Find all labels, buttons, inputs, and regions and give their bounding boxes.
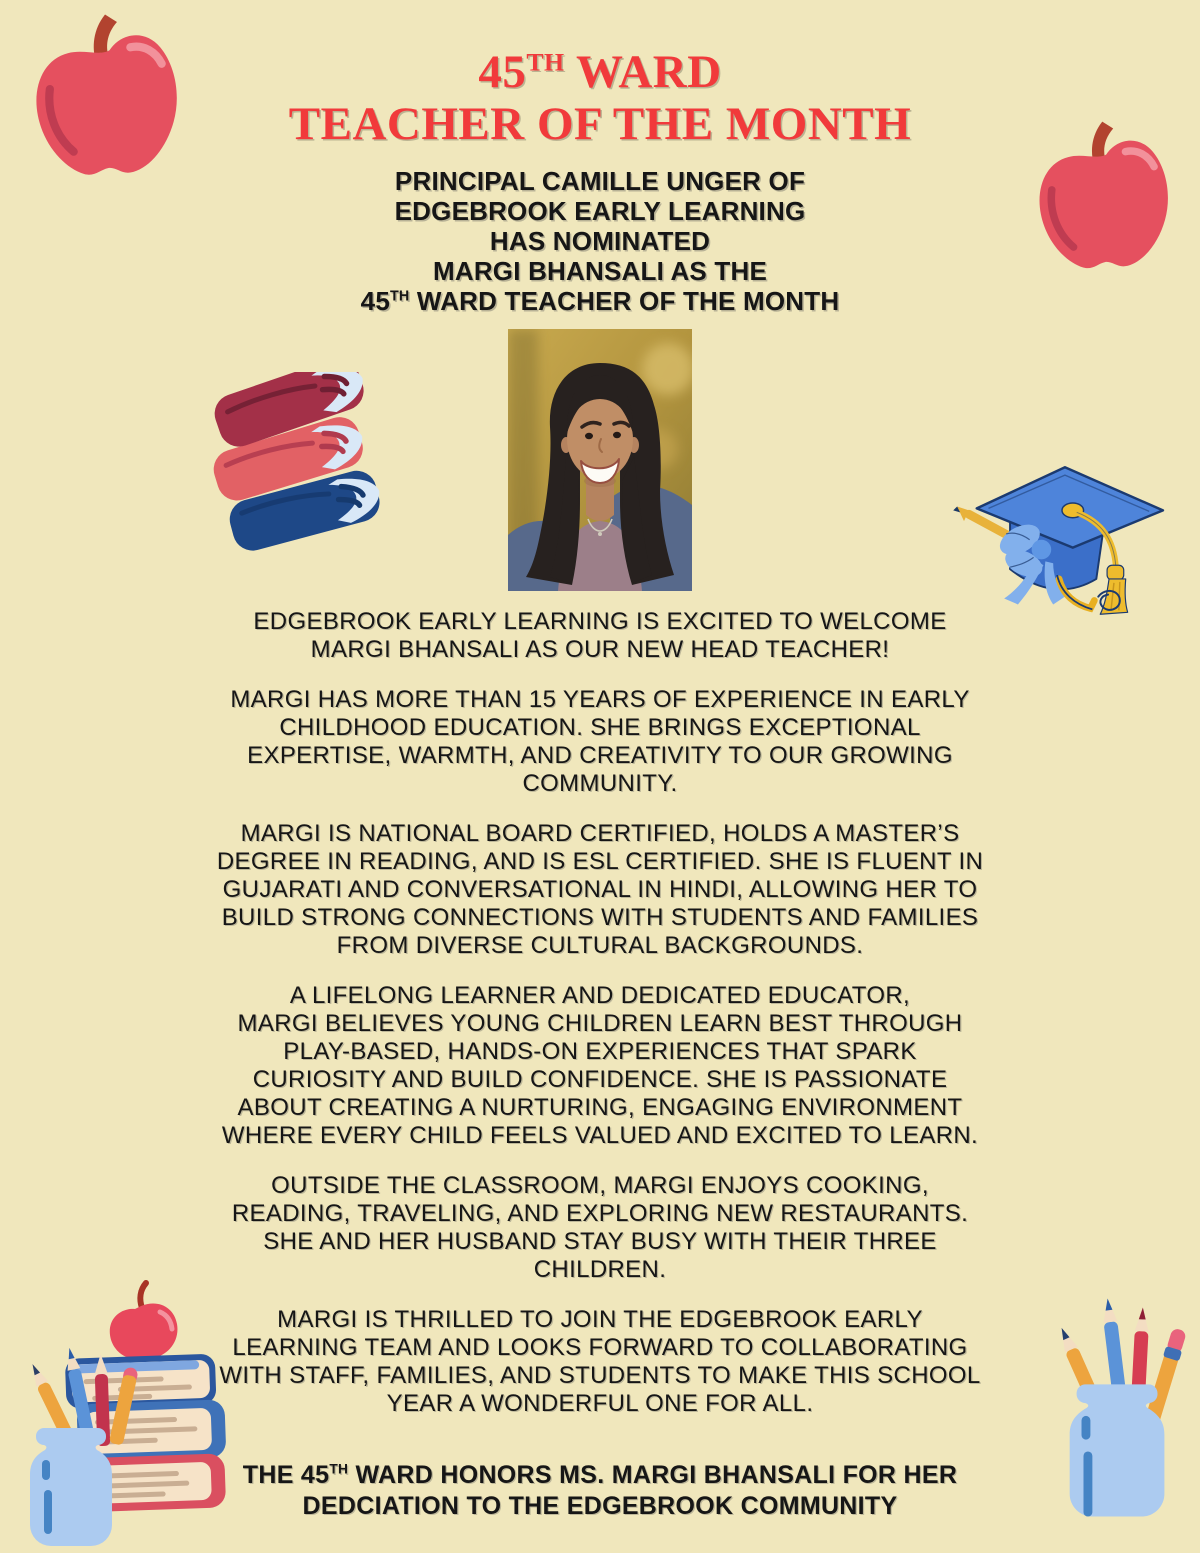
text-line: CHILDREN. [533,1256,667,1283]
text-line: EDGEBROOK EARLY LEARNING [394,196,806,226]
text-line: SHE AND HER HUSBAND STAY BUSY WITH THEIR THREE [263,1228,937,1255]
page-title [0,0,1200,150]
paragraph [0,820,1200,960]
text-line: HAS NOMINATED [489,226,711,256]
text-line: THE 45TH WARD HONORS MS. MARGI BHANSALI FOR HER [242,1461,958,1489]
text-line: COMMUNITY. [522,770,678,797]
text-line: MARGI IS THRILLED TO JOIN THE EDGEBROOK EARLY [277,1306,923,1333]
text-line: OUTSIDE THE CLASSROOM, MARGI ENJOYS COOKING, [271,1172,929,1199]
text-line: YEAR A WONDERFUL ONE FOR ALL. [386,1390,814,1417]
text-line: MARGI IS NATIONAL BOARD CERTIFIED, HOLDS A MASTER’S [240,820,960,847]
text-line: TEACHER OF THE MONTH [288,98,912,150]
text-line: FROM DIVERSE CULTURAL BACKGROUNDS. [336,932,864,959]
text-line: WITH STAFF, FAMILIES, AND STUDENTS TO MAKE THIS SCHOOL [219,1362,981,1389]
text-line: GUJARATI AND CONVERSATIONAL IN HINDI, ALLOWING HER TO [222,876,978,903]
text-line: CHILDHOOD EDUCATION. SHE BRINGS EXCEPTIONAL [279,714,921,741]
paragraph [0,1172,1200,1284]
text-line: 45TH WARD [478,46,722,98]
text-line: ABOUT CREATING A NURTURING, ENGAGING ENVIRONMENT [237,1094,963,1121]
text-line: DEGREE IN READING, AND IS ESL CERTIFIED. SHE IS FLUENT IN [216,848,984,875]
paragraph [0,686,1200,798]
text-line: 45TH WARD TEACHER OF THE MONTH [360,286,840,316]
paragraph [0,608,1200,664]
teacher-portrait-illustration [508,329,692,591]
text-line: EDGEBROOK EARLY LEARNING IS EXCITED TO WELCOME [253,608,947,635]
text-line: MARGI HAS MORE THAN 15 YEARS OF EXPERIENCE IN EARLY [230,686,970,713]
text-line: CURIOSITY AND BUILD CONFIDENCE. SHE IS PASSIONATE [252,1066,948,1093]
text-line: PRINCIPAL CAMILLE UNGER OF [394,166,806,196]
text-line: DEDCIATION TO THE EDGEBROOK COMMUNITY [302,1492,898,1520]
text-line: MARGI BHANSALI AS OUR NEW HEAD TEACHER! [310,636,890,663]
paragraph [0,982,1200,1150]
paragraph [0,1306,1200,1418]
text-line: READING, TRAVELING, AND EXPLORING NEW RESTAURANTS. [231,1200,969,1227]
text-line: LEARNING TEAM AND LOOKS FORWARD TO COLLABORATING [232,1334,968,1361]
body-text [0,608,1200,1418]
text-line: EXPERTISE, WARMTH, AND CREATIVITY TO OUR GROWING [247,742,953,769]
footer-text [0,1460,1200,1522]
text-line: MARGI BHANSALI AS THE [432,256,767,286]
text-line: PLAY-BASED, HANDS-ON EXPERIENCES THAT SPARK [283,1038,917,1065]
teacher-photo [508,329,692,591]
text-line: BUILD STRONG CONNECTIONS WITH STUDENTS AND FAMILIES [221,904,979,931]
text-line: WHERE EVERY CHILD FEELS VALUED AND EXCITED TO LEARN. [221,1122,979,1149]
text-line: A LIFELONG LEARNER AND DEDICATED EDUCATOR, [289,982,911,1009]
nomination-heading [0,166,1200,316]
text-line: MARGI BELIEVES YOUNG CHILDREN LEARN BEST THROUGH [237,1010,963,1037]
